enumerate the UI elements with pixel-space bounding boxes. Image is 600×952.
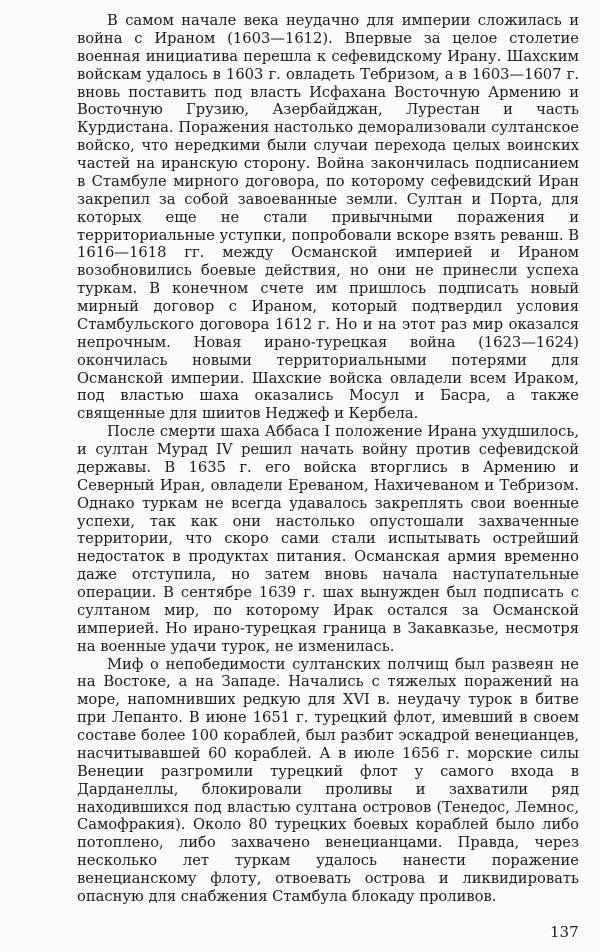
paragraph-2: После смерти шаха Аббаса I положение Ирана ухудшилось, и султан Мурад IV решил начать войну против сефевидской державы. В 1635 г. его войска вторглись в Армению и Северный Иран, овладели Ереваном, Нахичеваном и Тебризом. Однако туркам не всегда удавалось закреплять свои военные успехи, так как они настолько опустошали захваченные территории, что скоро сами стали испытывать острейший недостаток в продуктах питания. Османская армия временно даже отступила, но затем вновь начала наступательные операции. В сентябре 1639 г. шах вынужден был подписать с султаном мир, по которому Ирак остался за Османской империей. Но ирано-турецкая граница в Закавказье, несмотря на военные удачи турок, не изменилась. xyxy=(77,423,579,655)
page-number: 137 xyxy=(550,923,579,941)
paragraph-1: В самом начале века неудачно для империи сложилась и война с Ираном (1603—1612). Впервые за целое столетие военная инициатива перешла к сефевидскому Ирану. Шахским войскам удалось в 1603 г. овладеть Тебризом, а в 1603—1607 г. вновь поставить под власть Исфахана Восточную Армению и Восточную Грузию, Азербайджан, Лурестан и часть Курдистана. Поражения настолько деморализовали султанское войско, что нередкими были случаи перехода целых воинских частей на иранскую сторону. Война закончилась подписанием в Стамбуле мирного договора, по которому сефевидский Иран закрепил за собой завоеванные земли. Султан и Порта, для которых еще не стали привычными поражения и территориальные уступки, попробовали вскоре взять реванш. В 1616—1618 гг. между Османской империей и Ираном возобновились боевые действия, но они не принесли успеха туркам. В конечном счете им пришлось подписать новый мирный договор с Ираном, который подтвердил условия Стамбульского договора 1612 г. Но и на этот раз мир оказался непрочным. Новая ирано-турецкая война (1623—1624) окончилась новыми территориальными потерями для Османской империи. Шахские войска овладели всем Ираком, под властью шаха оказались Мосул и Басра, а также священные для шиитов Неджеф и Кербела. xyxy=(77,12,579,423)
paragraph-3: Миф о непобедимости султанских полчищ был развеян не на Востоке, а на Западе. Начались с тяжелых поражений на море, напомнивших редкую для XVI в. неудачу турок в битве при Лепанто. В июне 1651 г. турецкий флот, имевший в своем составе более 100 кораблей, был разбит эскадрой венецианцев, насчитывавшей 60 кораблей. А в июле 1656 г. морские силы Венеции разгромили турецкий флот у самого входа в Дарданеллы, блокировали проливы и захватили ряд находившихся под властью султана островов (Тенедос, Лемнос, Самофракия). Около 80 турецких боевых кораблей было либо потоплено, либо захвачено венецианцами. Правда, через несколько лет туркам удалось нанести поражение венецианскому флоту, отвоевать острова и ликвидировать опасную для снабжения Стамбула блокаду проливов. xyxy=(77,655,579,905)
body-text xyxy=(77,12,579,906)
